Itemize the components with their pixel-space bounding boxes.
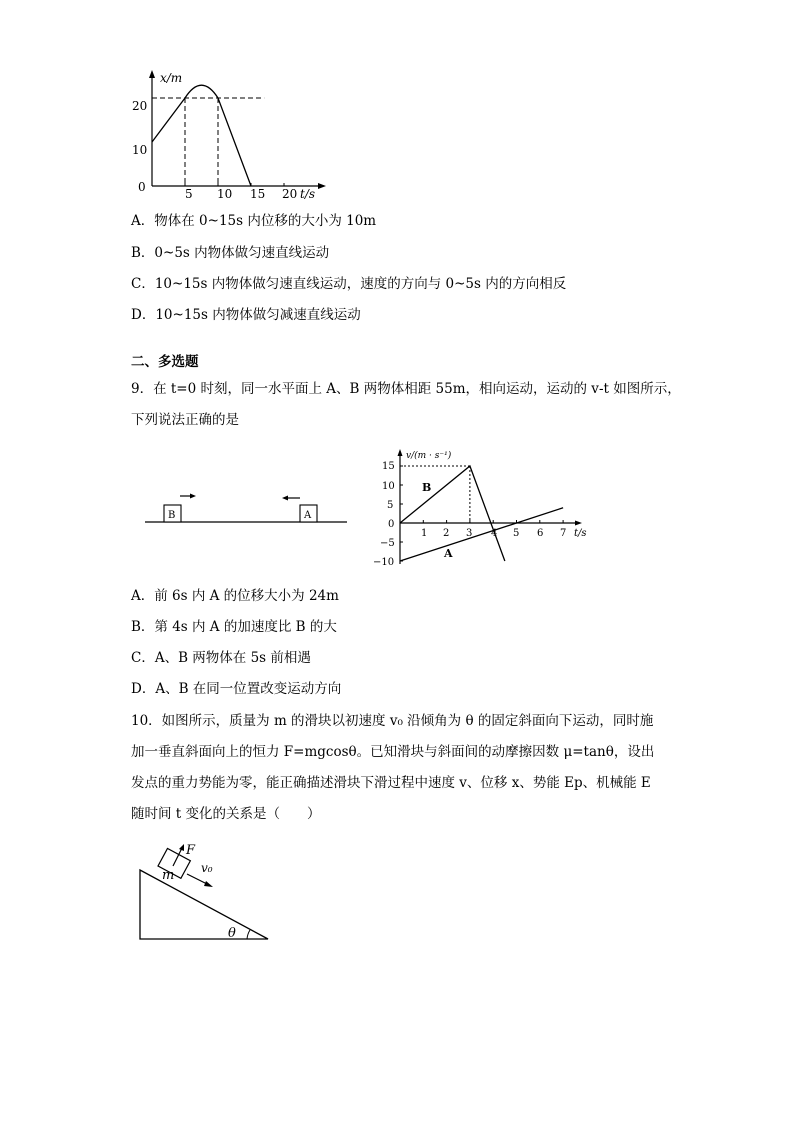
- vt-series-b-label: B: [422, 481, 432, 494]
- xt-ylabel: x/m: [160, 71, 183, 85]
- q9-stem-line1: 9．在 t=0 时刻，同一水平面上 A、B 两物体相距 55m，相向运动，运动的 v-t 如图所示，: [131, 381, 681, 397]
- q8-option-b: B．0~5s 内物体做匀速直线运动: [131, 245, 330, 261]
- force-label: F: [186, 843, 196, 858]
- q8-option-a: A．物体在 0~15s 内位移的大小为 10m: [131, 213, 377, 229]
- box-a-label: A: [304, 510, 312, 521]
- q10-stem-line3: 发点的重力势能为零，能正确描述滑块下滑过程中速度 v、位移 x、势能 Ep、机械能 E: [131, 775, 651, 791]
- q9-option-c: C．A、B 两物体在 5s 前相遇: [131, 650, 311, 666]
- xt-ytick-10: 10: [132, 143, 148, 157]
- xt-xtick-15: 15: [250, 187, 266, 201]
- xt-origin: 0: [138, 180, 146, 194]
- a-arrow-head: [282, 496, 288, 501]
- vt-xtick-2: 2: [443, 528, 450, 539]
- xt-xtick-20: 20: [282, 187, 298, 201]
- vt-xtick-3: 3: [466, 528, 473, 539]
- xt-x-arrow: [318, 183, 326, 189]
- vt-series-a-label: A: [444, 547, 453, 560]
- mass-label: m: [162, 868, 175, 883]
- q10-stem-line1: 10．如图所示，质量为 m 的滑块以初速度 v₀ 沿倾角为 θ 的固定斜面向下运动，同时施: [131, 713, 654, 729]
- xt-y-arrow: [149, 70, 155, 78]
- vt-ytick-neg5: −5: [380, 538, 395, 549]
- q8-option-d: D．10~15s 内物体做匀减速直线运动: [131, 307, 361, 323]
- incline-figure: [130, 836, 280, 946]
- xt-graph: [130, 60, 330, 205]
- vt-ytick-5: 5: [387, 500, 394, 511]
- vt-origin: 0: [388, 519, 395, 530]
- vt-ylabel: v/(m · s⁻¹): [406, 451, 452, 461]
- vt-xtick-6: 6: [537, 528, 544, 539]
- vt-y-arrow: [398, 449, 403, 456]
- incline-triangle: [140, 870, 268, 939]
- q10-stem-line4: 随时间 t 变化的关系是（ ）: [131, 806, 321, 822]
- angle-label: θ: [228, 926, 236, 941]
- vt-ytick-10: 10: [382, 481, 395, 492]
- vt-xtick-4: 4: [491, 528, 498, 539]
- box-b-label: B: [168, 510, 176, 521]
- vt-x-arrow: [575, 521, 582, 526]
- q9-option-a: A．前 6s 内 A 的位移大小为 24m: [131, 588, 339, 604]
- xt-xtick-5: 5: [185, 187, 193, 201]
- xt-ytick-20: 20: [132, 99, 148, 113]
- velocity-arrow-head: [204, 881, 213, 887]
- xt-xtick-10: 10: [217, 187, 233, 201]
- vt-graph: [368, 446, 593, 576]
- q9-scene: [140, 488, 352, 528]
- xt-curve: [152, 85, 251, 186]
- vt-xtick-7: 7: [560, 528, 567, 539]
- force-arrow-head: [179, 844, 184, 851]
- vt-xtick-1: 1: [421, 528, 428, 539]
- vt-xlabel: t/s: [574, 528, 587, 539]
- section-heading: 二、多选题: [131, 354, 199, 370]
- q8-option-c: C．10~15s 内物体做匀速直线运动，速度的方向与 0~5s 内的方向相反: [131, 276, 567, 292]
- vt-ytick-neg10: −10: [373, 557, 395, 568]
- vt-xtick-5: 5: [513, 528, 520, 539]
- q9-option-d: D．A、B 在同一位置改变运动方向: [131, 681, 342, 697]
- q10-stem-line2: 加一垂直斜面向上的恒力 F=mgcosθ。已知滑块与斜面间的动摩擦因数 μ=tanθ，设出: [131, 744, 655, 760]
- vt-ytick-15: 15: [382, 461, 395, 472]
- q9-option-b: B．第 4s 内 A 的加速度比 B 的大: [131, 619, 337, 635]
- velocity-label: v₀: [201, 861, 213, 875]
- xt-xlabel: t/s: [300, 187, 316, 201]
- q9-stem-line2: 下列说法正确的是: [131, 412, 239, 428]
- b-arrow-head: [190, 494, 196, 499]
